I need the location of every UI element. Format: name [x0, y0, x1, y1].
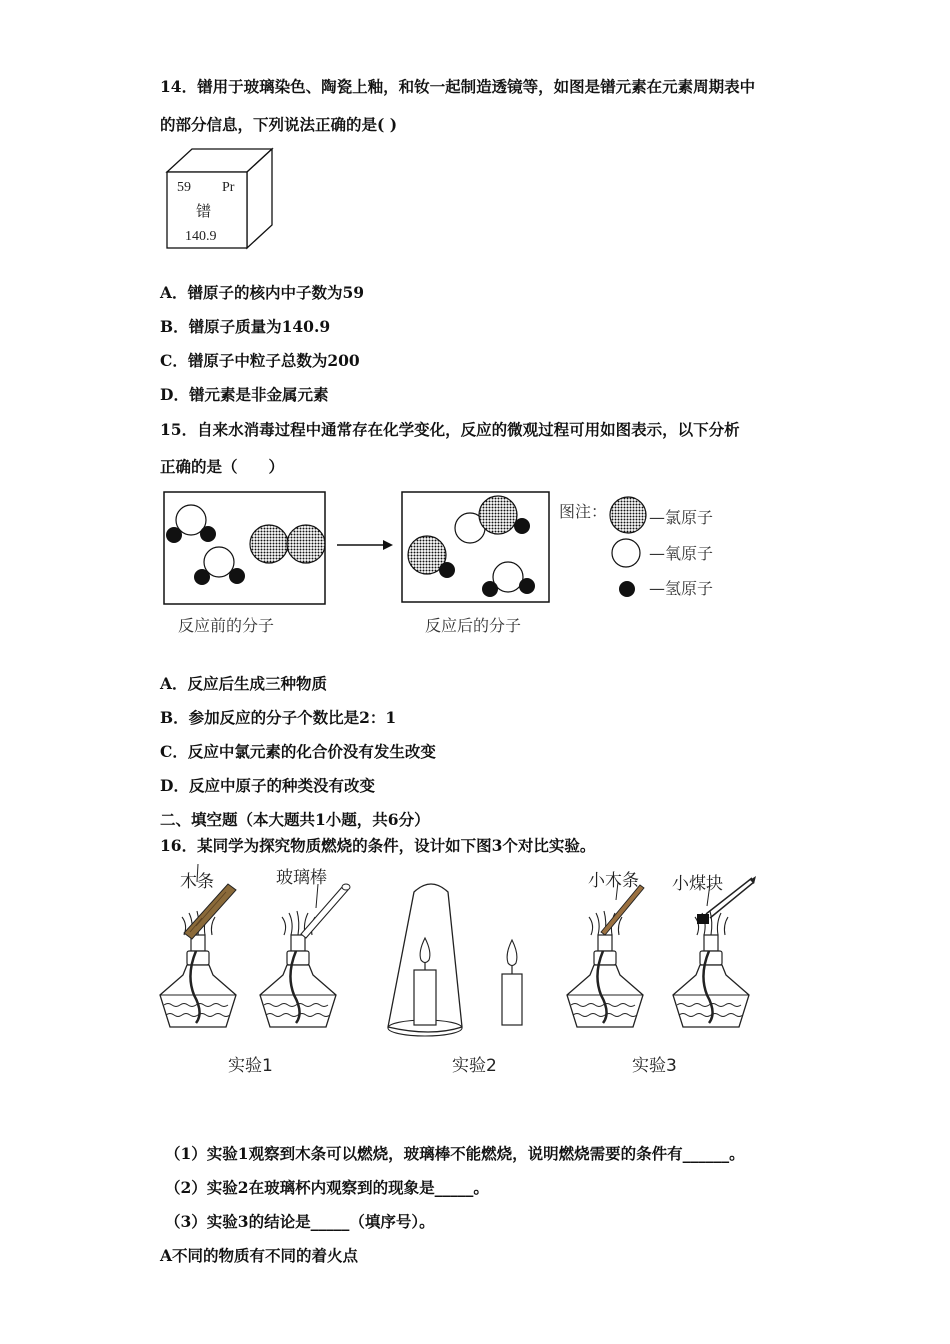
element-number: 59 [177, 180, 191, 195]
q14-option-b: B．镨原子质量为140.9 [160, 317, 331, 336]
label-small-wood: 小木条 [588, 871, 639, 891]
q16-option-a: A不同的物质有不同的着火点 [160, 1246, 359, 1265]
q16-stem: 16．某同学为探究物质燃烧的条件，设计如下图3个对比实验。 [160, 836, 596, 855]
element-card [160, 145, 280, 255]
element-symbol: Pr [222, 180, 235, 195]
q15-option-b: B．参加反应的分子个数比是2：1 [160, 708, 397, 727]
label-exp1: 实验1 [228, 1056, 273, 1076]
q14-option-d: D．镨元素是非金属元素 [160, 385, 329, 404]
candle-covered [414, 970, 436, 1025]
experiments-figure [150, 862, 790, 1087]
q16-sub2: （2）实验2在玻璃杯内观察到的现象是_____。 [165, 1178, 489, 1197]
element-mass: 140.9 [185, 229, 217, 244]
element-name: 镨 [196, 202, 212, 220]
coal-piece [697, 914, 709, 924]
q14-option-c: C．镨原子中粒子总数为200 [160, 351, 360, 370]
q15-stem-line2: 正确的是（ ） [160, 457, 285, 476]
q14-stem-line1: 14．镨用于玻璃染色、陶瓷上釉，和钕一起制造透镜等，如图是镨元素在元素周期表中 [160, 77, 756, 96]
before-label: 反应前的分子 [178, 616, 275, 635]
q15-stem-line1: 15．自来水消毒过程中通常存在化学变化，反应的微观过程可用如图表示，以下分析 [160, 420, 740, 439]
q14-stem-line2: 的部分信息，下列说法正确的是( ) [160, 115, 398, 134]
legend-hydrogen: —氢原子 [649, 579, 714, 598]
oxygen-atom-icon [612, 539, 640, 567]
label-wood: 木条 [180, 872, 214, 892]
label-exp2: 实验2 [452, 1056, 497, 1076]
small-wood-stick [601, 885, 644, 935]
legend-oxygen: —氧原子 [649, 544, 714, 563]
label-exp3: 实验3 [632, 1056, 677, 1076]
label-glass-rod: 玻璃棒 [276, 868, 327, 888]
q15-option-a: A．反应后生成三种物质 [160, 674, 328, 693]
section-heading: 二、填空题（本大题共1小题，共6分） [160, 810, 430, 829]
reaction-diagram [155, 485, 755, 645]
legend-chlorine: —氯原子 [649, 508, 714, 527]
q15-option-c: C．反应中氯元素的化合价没有发生改变 [160, 742, 436, 761]
q16-sub3: （3）实验3的结论是_____（填序号）。 [165, 1212, 435, 1231]
legend-title: 图注： [559, 502, 608, 521]
hydrogen-atom-icon [619, 581, 635, 597]
q16-sub1: （1）实验1观察到木条可以燃烧，玻璃棒不能燃烧，说明燃烧需要的条件有______。 [165, 1144, 745, 1163]
candle-open [502, 974, 522, 1025]
chlorine-atom-icon [610, 497, 646, 533]
glass-rod [301, 886, 348, 938]
after-label: 反应后的分子 [425, 616, 522, 635]
label-coal: 小煤块 [672, 874, 723, 894]
q15-option-d: D．反应中原子的种类没有改变 [160, 776, 375, 795]
q14-option-a: A．镨原子的核内中子数为59 [160, 283, 365, 302]
wood-stick [184, 884, 236, 939]
